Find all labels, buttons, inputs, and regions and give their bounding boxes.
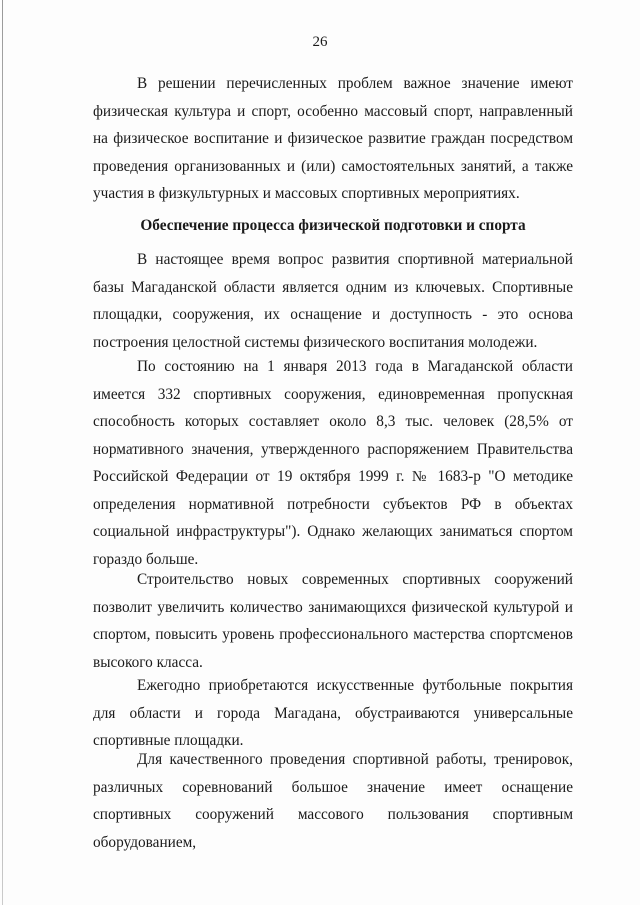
page-number: 26 bbox=[312, 34, 328, 50]
paragraph-intro: В решении перечисленных проблем важное значение имеют физическая культура и спорт, особенно массовый спорт, направленный на физическое воспитание и физическое развитие граждан посредством проведения организованных и (или) самостоятельных занятий, а также участия в физкультурных и массовых спортивных мероприятиях. bbox=[93, 75, 573, 202]
paragraph-equipment: Для качественного проведения спортивной работы, тренировок, различных соревнований большое значение имеет оснащение спортивных сооружений массового пользования спортивным оборудованием, bbox=[93, 751, 573, 851]
section-heading: Обеспечение процесса физической подготовки и спорта bbox=[140, 217, 526, 234]
paragraph-statistics: По состоянию на 1 января 2013 года в Магаданской области имеется 332 спортивных сооружения, единовременная пропускная способность которых составляет около 8,3 тыс. человек (28,5% от нормативного значения, утвержденного распоряжением Правительства Российской Федерации от 19 октября 1999 г. № 1683-р "О методике определения нормативной потребности субъектов РФ в объектах социальной инфраструктуры"). Однако желающих заниматься спортом гораздо больше. bbox=[93, 358, 573, 568]
paragraph-construction: Строительство новых современных спортивных сооружений позволит увеличить количество занимающихся физической культурой и спортом, повысить уровень профессионального мастерства спортсменов высокого класса. bbox=[93, 571, 573, 671]
paragraph-football-fields: Ежегодно приобретаются искусственные футбольные покрытия для области и города Магадана, обустраиваются универсальные спортивные площадки. bbox=[93, 677, 573, 749]
scan-edge-shadow bbox=[2, 0, 3, 905]
paragraph-material-base: В настоящее время вопрос развития спортивной материальной базы Магаданской области является одним из ключевых. Спортивные площадки, сооружения, их оснащение и доступность - это основа построения целостной системы физического воспитания молодежи. bbox=[93, 251, 573, 351]
